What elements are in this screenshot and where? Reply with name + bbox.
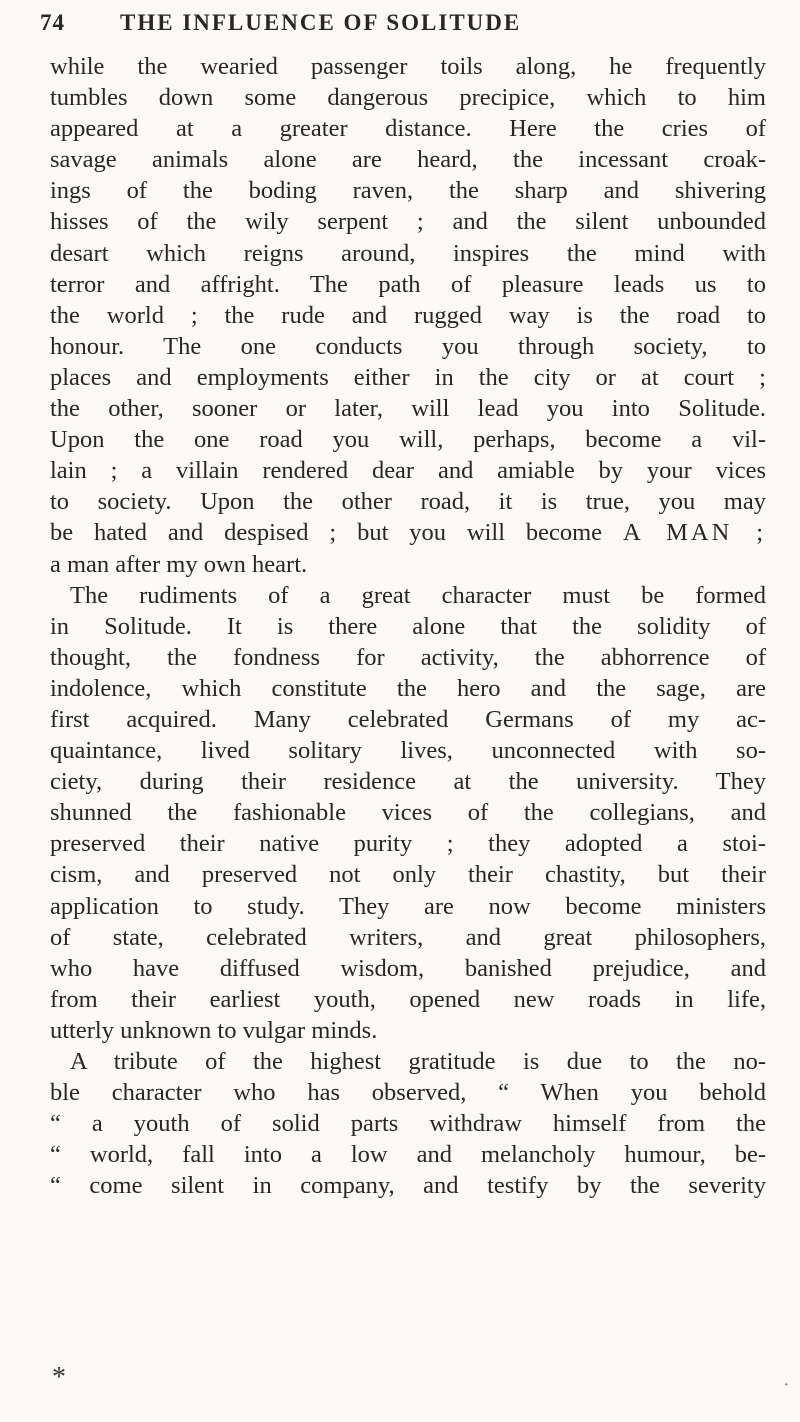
text-line: first acquired. Many celebrated Germans of my ac- (50, 705, 766, 733)
text-line: ings of the boding raven, the sharp and shivering (50, 177, 766, 205)
text-line: who have diffused wisdom, banished prejudice, and (50, 954, 766, 982)
text-line: “ a youth of solid parts withdraw himself from the (50, 1110, 766, 1138)
paragraph-start-line: A tribute of the highest gratitude is due to the no- (70, 1048, 766, 1075)
text-line: thought, the fondness for activity, the abhorrence of (50, 643, 766, 671)
text-line: Upon the one road you will, perhaps, become a vil- (50, 426, 766, 454)
paragraph-start-line: The rudiments of a great character must be formed (70, 581, 766, 609)
text-line: in Solitude. It is there alone that the solidity of (50, 612, 766, 640)
text-line: shunned the fashionable vices of the collegians, and (50, 799, 766, 827)
text-line: appeared at a greater distance. Here the cries of (50, 115, 766, 143)
text-line: savage animals alone are heard, the incessant croak- (50, 146, 766, 174)
text-line: “ world, fall into a low and melancholy humour, be- (50, 1141, 766, 1169)
text-line: hisses of the wily serpent ; and the silent unbounded (50, 208, 766, 236)
text-line: lain ; a villain rendered dear and amiable by your vices (50, 457, 766, 485)
emphasis-a-man: A MAN ; (622, 519, 766, 547)
text-line: from their earliest youth, opened new roads in life, (50, 985, 766, 1013)
text-line-with-emphasis (50, 517, 766, 548)
text-line: quaintance, lived solitary lives, unconnected with so- (50, 737, 766, 765)
text-line: while the wearied passenger toils along, he frequently (50, 53, 766, 80)
text-line: ciety, during their residence at the university. They (50, 768, 766, 796)
text-line: honour. The one conducts you through society, to (50, 332, 766, 360)
text-line: indolence, which constitute the hero and the sage, are (50, 674, 766, 702)
text-line: to society. Upon the other road, it is true, you may (50, 488, 766, 516)
text-line: the other, sooner or later, will lead you into Solitude. (50, 395, 766, 423)
text-fragment: be hated and despised ; but you will become (50, 519, 603, 547)
text-line: terror and affright. The path of pleasure leads us to (50, 270, 766, 298)
text-line: ble character who has observed, “ When you behold (50, 1079, 766, 1107)
text-line: “ come silent in company, and testify by the severity (50, 1172, 766, 1200)
signature-mark: * (52, 1362, 66, 1393)
text-line: desart which reigns around, inspires the mind with (50, 239, 766, 267)
text-line: places and employments either in the city or at court ; (50, 363, 766, 391)
running-head (0, 6, 800, 40)
text-line: cism, and preserved not only their chastity, but their (50, 861, 766, 889)
page-number: 74 (40, 10, 65, 35)
running-head-title: THE INFLUENCE OF SOLITUDE (120, 10, 522, 35)
text-line: of state, celebrated writers, and great philosophers, (50, 923, 766, 951)
paragraph-end-line: a man after my own heart. (50, 550, 308, 578)
text-line: preserved their native purity ; they adopted a stoi- (50, 830, 766, 858)
text-line: the world ; the rude and rugged way is the road to (50, 301, 766, 329)
text-line: tumbles down some dangerous precipice, which to him (50, 84, 766, 112)
text-line: application to study. They are now become ministers (50, 892, 766, 920)
paragraph-end-line: utterly unknown to vulgar minds. (50, 1016, 378, 1044)
margin-mark: · (783, 1374, 790, 1396)
body-text (50, 51, 766, 1201)
